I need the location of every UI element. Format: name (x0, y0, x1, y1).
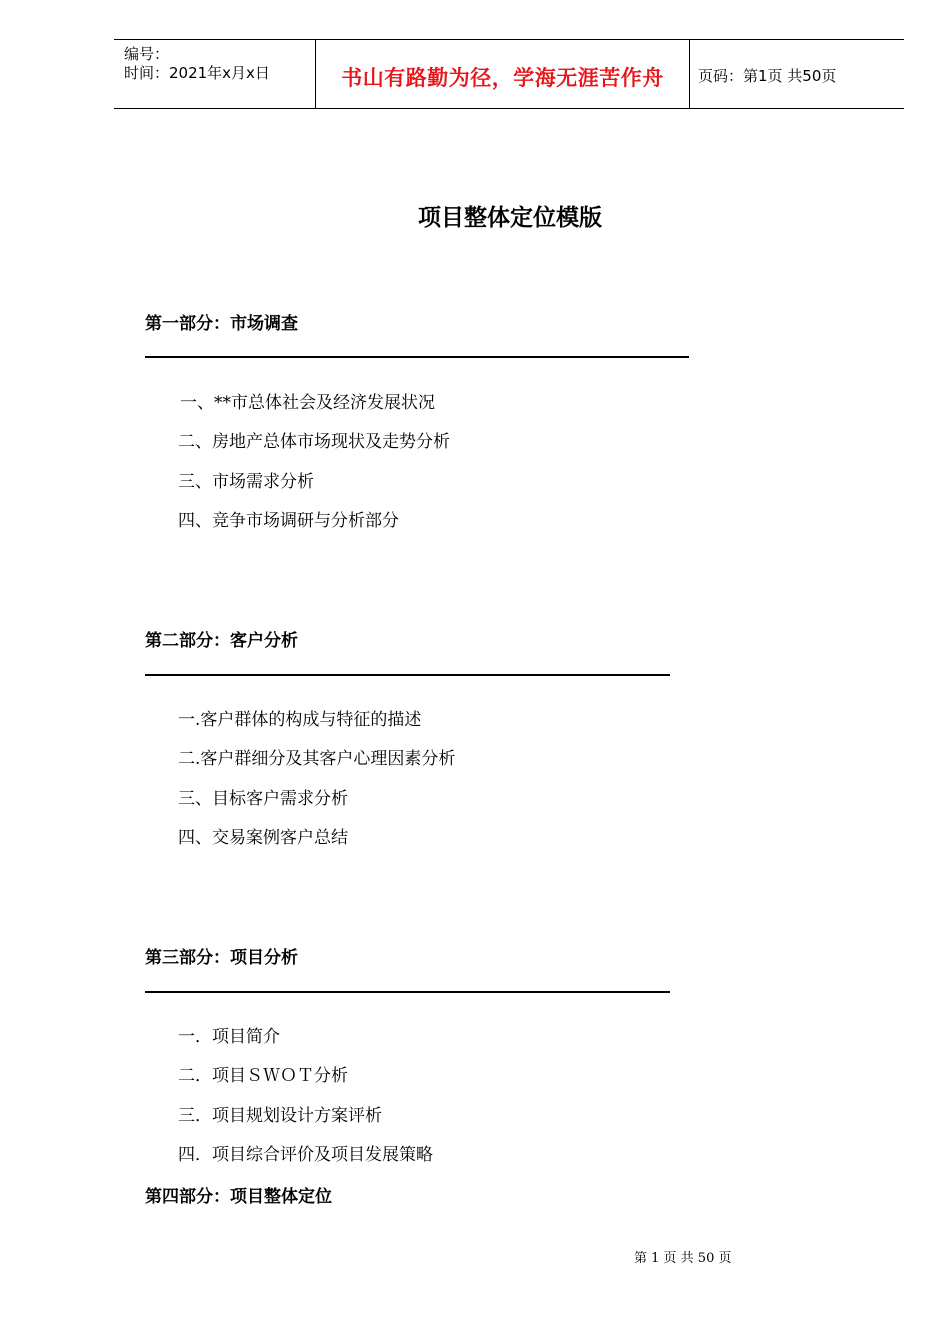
section-2-item: 一.客户群体的构成与特征的描述 (178, 710, 422, 730)
section-2-item: 二.客户群细分及其客户心理因素分析 (178, 749, 456, 769)
section-1-item: 三、市场需求分析 (178, 472, 314, 492)
section-1-item: 四、竞争市场调研与分析部分 (178, 511, 399, 531)
section-1-item: 二、房地产总体市场现状及走势分析 (178, 432, 450, 452)
section-3-item: 二．项目ＳＷＯＴ分析 (178, 1066, 348, 1086)
date-label: 时间：2021年x月x日 (124, 64, 270, 82)
section-heading-1: 第一部分：市场调查 (145, 314, 298, 334)
section-2-item: 四、交易案例客户总结 (178, 828, 348, 848)
header-motto: 书山有路勤为径，学海无涯苦作舟 (341, 65, 664, 90)
page-footer: 第 1 页 共 50 页 (634, 1251, 732, 1266)
header-meta-cell (114, 40, 315, 108)
section-rule-3 (145, 991, 670, 993)
header-motto-cell (315, 40, 690, 108)
page-header (114, 39, 904, 109)
header-page-info: 页码：第1页 共50页 (698, 67, 837, 85)
section-rule-2 (145, 674, 670, 676)
section-rule-1 (145, 356, 689, 358)
section-heading-2: 第二部分：客户分析 (145, 631, 298, 651)
section-1-item: 一、**市总体社会及经济发展状况 (180, 393, 435, 413)
section-3-item: 四．项目综合评价及项目发展策略 (178, 1145, 433, 1165)
section-2-item: 三、目标客户需求分析 (178, 789, 348, 809)
section-3-item: 一．项目简介 (178, 1027, 280, 1047)
document-title: 项目整体定位模版 (418, 205, 602, 231)
number-label: 编号： (124, 45, 170, 63)
section-heading-4: 第四部分：项目整体定位 (145, 1187, 332, 1207)
header-page-cell (689, 40, 904, 108)
section-heading-3: 第三部分：项目分析 (145, 948, 298, 968)
section-3-item: 三．项目规划设计方案评析 (178, 1106, 382, 1126)
